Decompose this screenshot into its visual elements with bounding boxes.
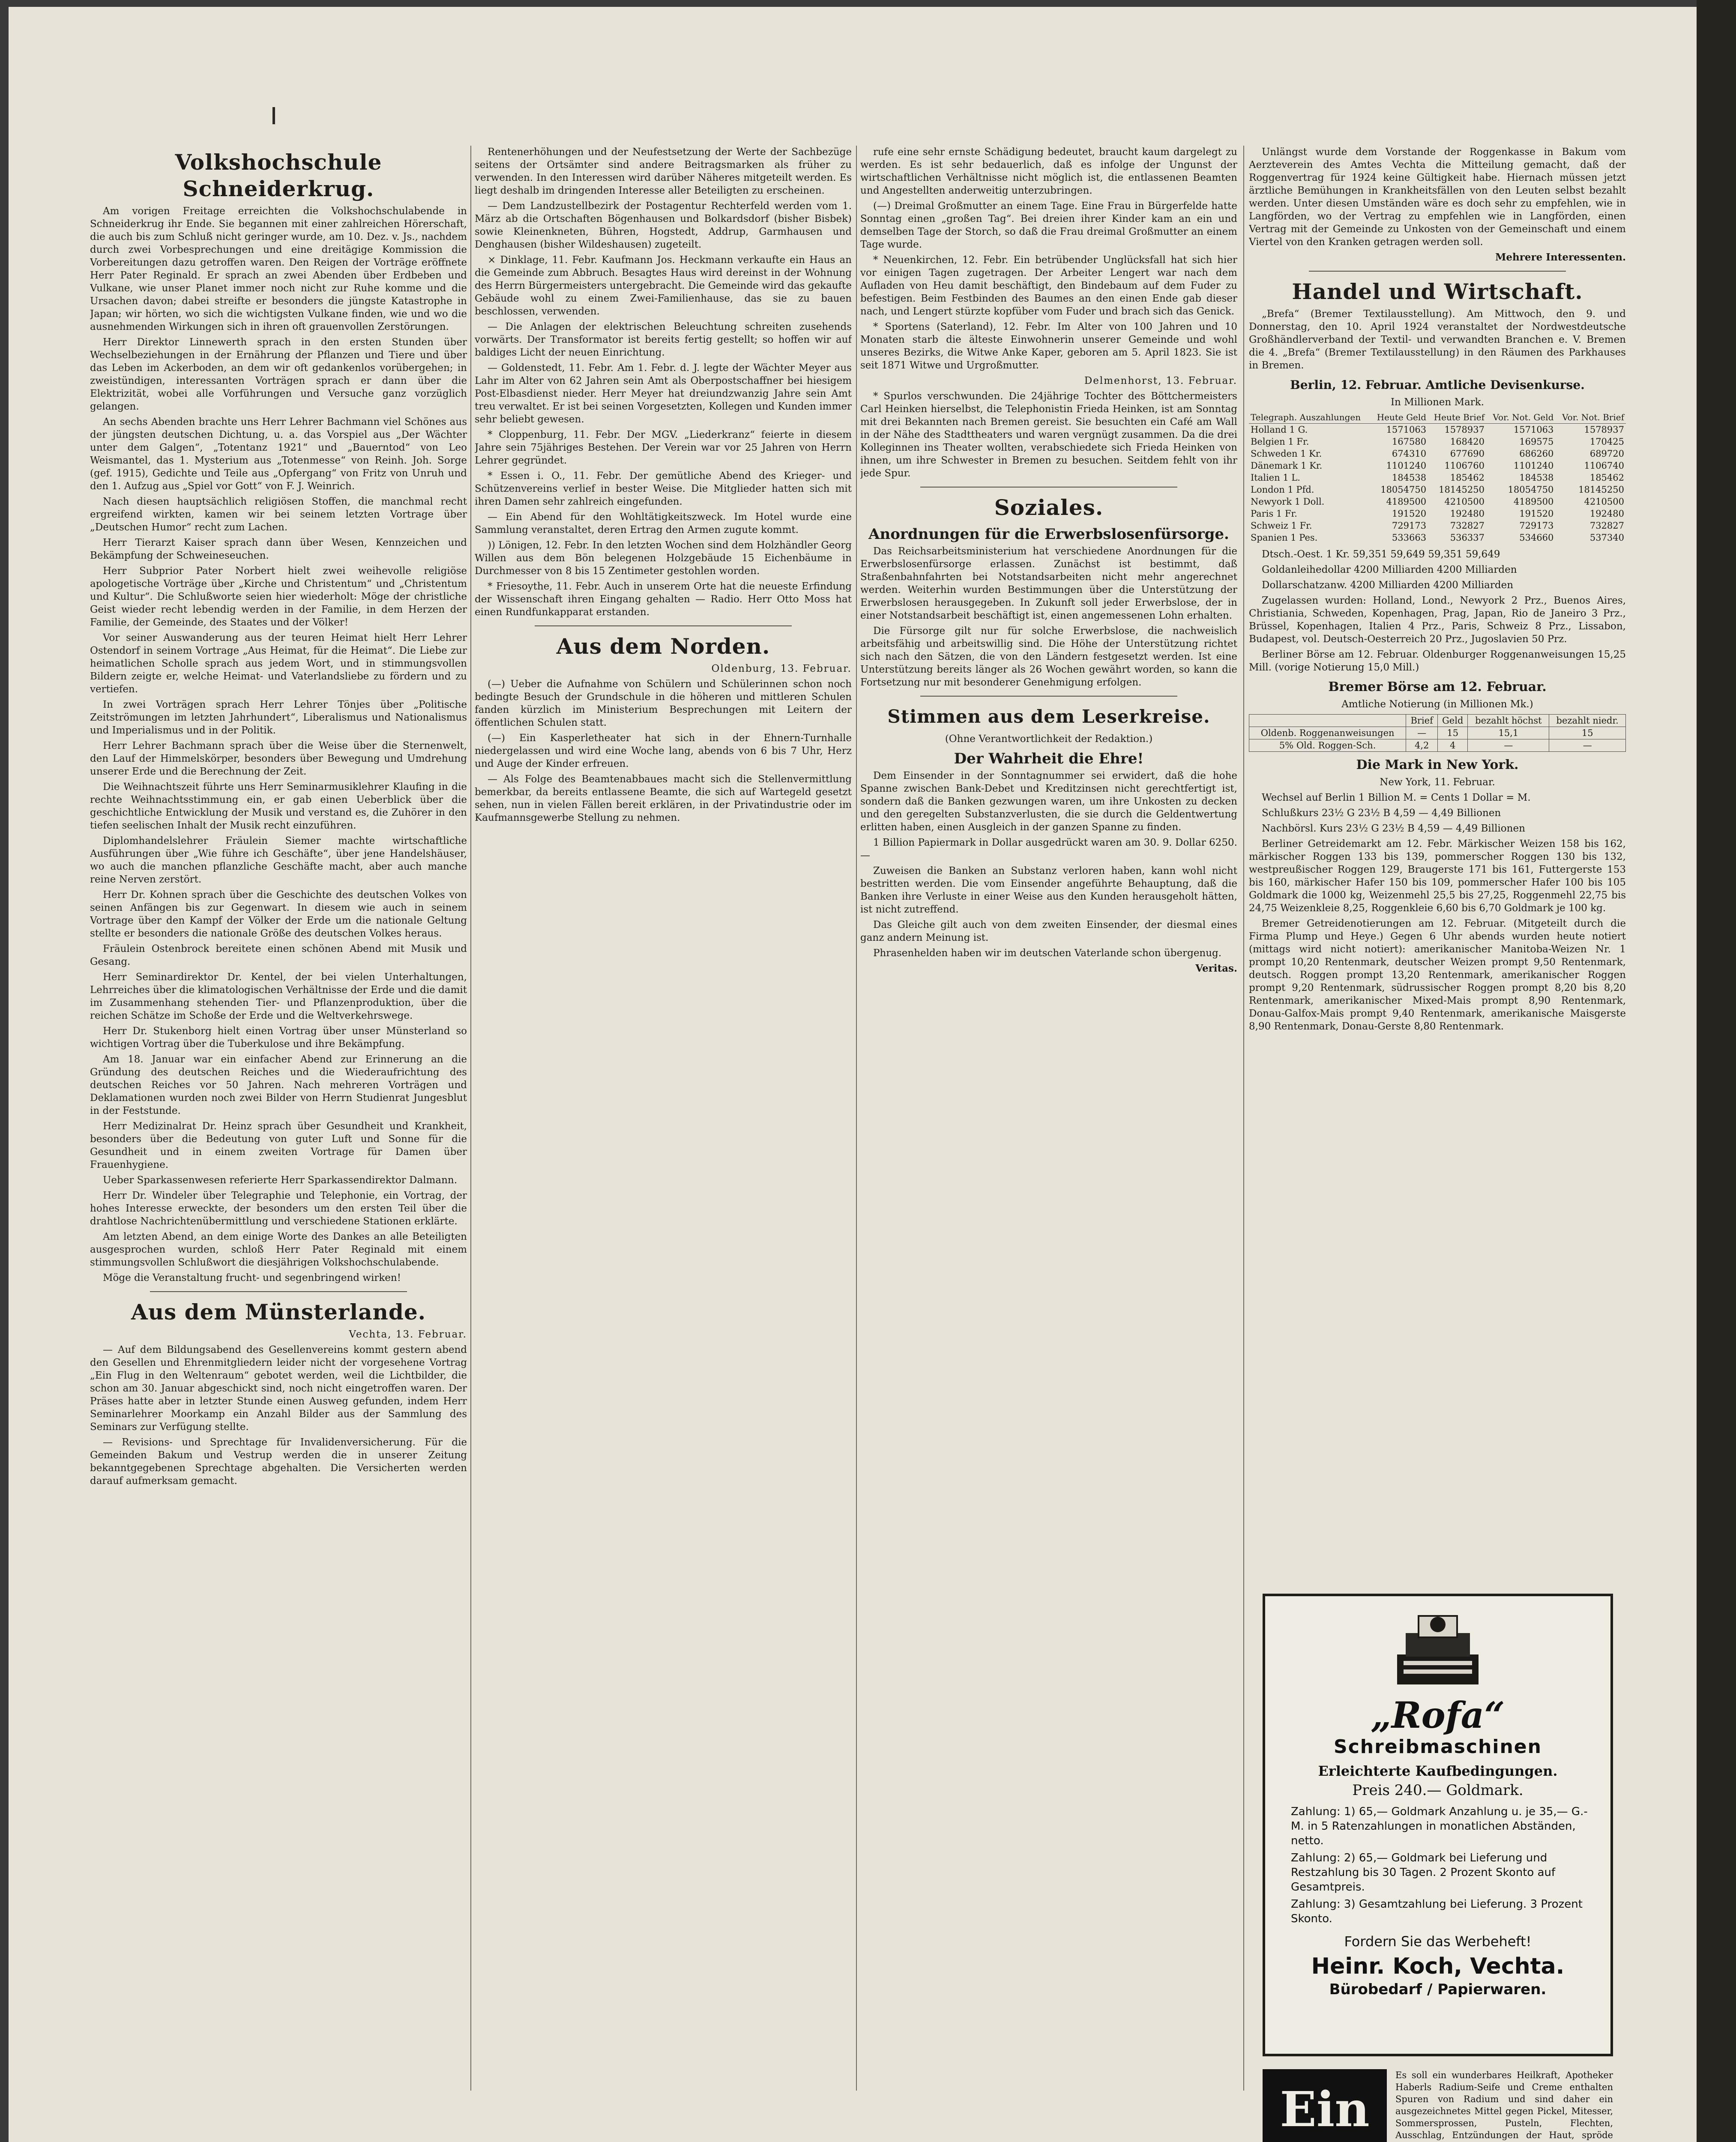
table-cell: 184538 xyxy=(1392,473,1427,483)
paragraph: Herr Tierarzt Kaiser sprach dann über Wesen, Kennzeichen und Bekämpfung der Schweineseuchen. xyxy=(90,537,467,561)
article-body xyxy=(1249,594,1626,674)
table-cell: Schweden 1 Kr. xyxy=(1251,449,1322,459)
article-body xyxy=(860,769,1237,960)
bremen-exchange-table xyxy=(1249,714,1626,752)
table-cell: 1578937 xyxy=(1444,425,1485,435)
table-row xyxy=(1249,739,1626,752)
paragraph: (—) Dreimal Großmutter an einem Tage. Eine Frau in Bürgerfelde hatte Sonntag einen „großen Tag“. Bei dreien ihrer Kinder kam an ein und demselben Tage der Storch, so daß die Frau dreimal Großmutter an einem Tage wurde. xyxy=(860,200,1237,250)
table-row xyxy=(1249,484,1626,496)
article-body xyxy=(90,1343,467,1487)
table-cell: Oldenb. Roggenanweisungen xyxy=(1249,727,1406,739)
paragraph: Das Reichsarbeitsministerium hat verschiedene Anordnungen für die Erwerbslosenfürsorge erlassen. Zunächst ist bestimmt, daß Straßenbahnfahrten bei Notstandsarbeiten nicht mehr angerechnet werden. Weiterhin wurden Bestimmungen über die Unterstützung der Erwerbslosen herausgegeben. In Zukunft soll jeder Erwerbslose, der in einer Notstandsarbeit beschäftigt ist, einen angemessenen Lohn erhalten. xyxy=(860,546,1237,621)
page-edge-shadow xyxy=(1697,0,1736,2142)
call-to-action: Fordern Sie das Werbeheft! xyxy=(1344,1933,1532,1950)
paragraph: Zuweisen die Banken an Substanz verloren haben, kann wohl nicht bestritten werden. Die vom Einsender angeführte Behauptung, daß die Banken ihre Verluste in einer Weise aus den Kunden herausgeholt hätten, ist nicht zutreffend. xyxy=(860,865,1237,915)
table-cell: 732827 xyxy=(1589,521,1624,531)
table-cell: 674310 xyxy=(1392,449,1427,459)
table-cell: 689720 xyxy=(1589,449,1624,459)
table-row xyxy=(1249,496,1626,508)
section-subtitle: Die Mark in New York. xyxy=(1356,757,1519,772)
article-title: Handel und Wirtschaft. xyxy=(1292,279,1583,304)
separator xyxy=(1309,271,1566,272)
paragraph: Vor seiner Auswanderung aus der teuren Heimat hielt Herr Lehrer Ostendorf in seinem Vortrage „Aus Heimat, für die Heimat“. Die Liebe zur heimatlichen Scholle sprach aus jedem Wort, und in stimmungsvollen Bildern zeigte er, welche Heimat- und Vaterlandsliebe zu fördern und zu vertiefen. xyxy=(90,632,467,695)
column-rule xyxy=(1243,146,1244,2091)
paragraph: * Essen i. O., 11. Febr. Der gemütliche Abend des Krieger- und Schützenvereins verlief in bester Weise. Die Mitglieder hatten sich mit ihren Damen sehr zahlreich eingefunden. xyxy=(475,470,852,507)
paragraph: Herr Dr. Stukenborg hielt einen Vortrag über unser Münsterland so wichtigen Vortrag über die Tuberkulose und ihre Bekämpfung. xyxy=(90,1026,467,1050)
company-name: Heinr. Koch, Vechta. xyxy=(1311,1954,1565,1979)
table-row xyxy=(1249,436,1626,448)
typewriter-logo-icon xyxy=(1389,1607,1487,1693)
paragraph: Herr Medizinalrat Dr. Heinz sprach über Gesundheit und Krankheit, besonders über die Bedeutung von guter Luft und Sonne für die Gesundheit und in einem zweiten Vortrage für Damen über Frauenhygiene. xyxy=(90,1121,467,1170)
payment-option: Zahlung: 2) 65,— Goldmark bei Lieferung und Restzahlung bis 30 Tagen. 2 Prozent Skonto auf Gesamtpreis. xyxy=(1291,1852,1556,1894)
paragraph: 1 Billion Papiermark in Dollar ausgedrückt waren am 30. 9. Dollar 6250.— xyxy=(860,837,1237,861)
table-cell: 185462 xyxy=(1450,473,1485,483)
article-body xyxy=(860,146,1237,372)
paragraph: Nach diesen hauptsächlich religiösen Stoffen, die manchmal recht ergreifend wirkten, kamen wir bei seinem letzten Vortrage über „Deutschen Humor“ recht zum Lachen. xyxy=(90,496,467,533)
table-cell: 15 xyxy=(1549,727,1626,739)
paragraph: — Ein Abend für den Wohltätigkeitszweck. Im Hotel wurde eine Sammlung veranstaltet, deren Ertrag den Armen zugute kommt. xyxy=(475,512,852,536)
table-cell: 1106740 xyxy=(1584,461,1624,471)
section-subtitle: Bremer Börse am 12. Februar. xyxy=(1328,679,1547,694)
paragraph: Zugelassen wurden: Holland, Lond., Newyork 2 Prz., Buenos Aires, Christiania, Schweden, Kopenhagen, Prag, Japan, Rio de Janeiro 3 Prz., Brüssel, Kopenhagen, Italien 4 Prz., Paris, Schweiz 8 Prz., Lissabon, Budapest, vol. Deutsch-Oesterreich 20 Prz., Jugoslavien 50 Prz. xyxy=(1249,595,1626,645)
table-cell: 18145250 xyxy=(1439,485,1485,495)
table-row xyxy=(1249,520,1626,532)
price: Preis 240.— Goldmark. xyxy=(1352,1782,1523,1799)
table-cell: 537340 xyxy=(1589,533,1624,543)
paragraph: Ueber Sparkassenwesen referierte Herr Sparkassendirektor Dalmann. xyxy=(103,1175,458,1186)
column-4 xyxy=(1249,146,1626,1251)
exchange-rates-table xyxy=(1249,411,1626,544)
table-cell: 732827 xyxy=(1450,521,1485,531)
table-cell: bezahlt niedr. xyxy=(1549,715,1626,727)
table-cell: 191520 xyxy=(1392,509,1427,519)
table-cell: — xyxy=(1468,739,1549,752)
paragraph: rufe eine sehr ernste Schädigung bedeutet, braucht kaum dargelegt zu werden. Es ist sehr bedauerlich, daß es infolge der Ungunst der wirtschaftlichen Verhältnisse nicht möglich ist, die entlassenen Beamten und Angestellten anderweitig unterzubringen. xyxy=(860,147,1237,196)
paragraph: Dem Einsender in der Sonntagnummer sei erwidert, daß die hohe Spanne zwischen Bank-Debet und Kreditzinsen nicht gerechtfertigt ist, sondern daß die Banken gezwungen waren, um ihre Unkosten zu decken und den geregelten Substanzverlusten, die sie durch die Geldentwertung erlitten haben, einen Ausgleich in der ganzen Spanne zu finden. xyxy=(860,770,1237,833)
paragraph: — Auf dem Bildungsabend des Gesellenvereins kommt gestern abend den Gesellen und Ehrenmitgliedern leider nicht der vorgesehene Vortrag „Ein Flug in den Weltenraum“ gebotet werden, weil die Lichtbilder, die schon am 30. Januar abgeschickt sind, noch nicht eingetroffen waren. Der Präses hatte aber in letzter Stunde einen Ausweg gefunden, indem Herr Seminarlehrer Moorkamp ein Anzahl Bilder aus der Sammlung des Seminars zur Verfügung stellte. xyxy=(90,1344,467,1433)
ink-mark xyxy=(272,107,275,124)
table-cell: — xyxy=(1549,739,1626,752)
paragraph: Berliner Getreidemarkt am 12. Febr. Märkischer Weizen 158 bis 162, märkischer Roggen 133 bis 139, pommerscher Roggen 130 bis 132, westpreußischer Roggen 129, Braugerste 171 bis 161, Futtergerste 153 bis 160, märkischer Hafer 150 bis 109, pommerscher Hafer 100 bis 105 Goldmark die 1000 kg, Weizenmehl 25,5 bis 27,25, Roggenmehl 22,75 bis 24,75 Weizenkleie 8,25, Roggenkleie 6,60 bis 6,70 Goldmark je 100 kg. xyxy=(1249,838,1626,914)
paragraph: Herr Subprior Pater Norbert hielt zwei weihevolle religiöse apologetische Vorträge über „Kirche und Christentum“ und „Christentum und Kultur“. Die Schlußworte seien hier wiederholt: Möge der christliche Geist wieder recht lebendig werden in der Familie, in dem Herzen der Familie, der Gemeinde, des Staates und der Völker! xyxy=(90,565,467,628)
paragraph: Goldanleihedollar 4200 Milliarden 4200 Milliarden xyxy=(1262,564,1517,575)
table-cell: bezahlt höchst xyxy=(1468,715,1549,727)
table-cell: 168420 xyxy=(1450,437,1485,447)
table-cell: 4189500 xyxy=(1386,497,1427,507)
paragraph: Am vorigen Freitage erreichten die Volkshochschulabende in Schneiderkrug ihr Ende. Sie begannen mit einer zahlreichen Hörerschaft, die auch bis zum Schluß nicht geringer wurde, am 10. Dez. v. Js., nachdem durch zwei Vorbesprechungen und eine dreitägige Kommission die Vorbereitungen dazu getroffen waren. Den Reigen der Vorträge eröffnete Herr Pater Reginald. Er sprach an zwei Abenden über Erdbeben und Vulkane, wie unser Planet immer noch nicht zur Ruhe komme und die Ursachen davon; dabei streifte er besonders die jüngste Katastrophe in Japan; wir hörten, wo sich die wichtigsten Vulkane finden, wie und wo die ausnehmenden Wirkungen sich in ihren oft grauenvollen Zerstörungen. xyxy=(90,206,467,332)
table-row xyxy=(1249,411,1626,424)
table-cell: 184538 xyxy=(1519,473,1554,483)
article-body xyxy=(1249,791,1626,1033)
article-body xyxy=(860,545,1237,689)
article-subtitle: Der Wahrheit die Ehre! xyxy=(954,750,1144,767)
table-cell: 18145250 xyxy=(1578,485,1624,495)
dateline: Delmenhorst, 13. Februar. xyxy=(1084,375,1237,386)
table-cell: Vor. Not. Geld xyxy=(1486,411,1555,424)
paragraph: Schlußkurs 23½ G 23½ B 4,59 — 4,49 Billionen xyxy=(1262,808,1501,819)
paragraph: (—) Ueber die Aufnahme von Schülern und Schülerinnen schon noch bedingte Besuch der Grundschule in die höheren und mittleren Schulen fanden kürzlich im Ministerium Besprechungen mit Leitern der öffentlichen Schulen statt. xyxy=(475,679,852,728)
payment-option: Zahlung: 3) Gesamtzahlung bei Lieferung. 3 Prozent Skonto. xyxy=(1291,1898,1583,1925)
table-cell: 1571063 xyxy=(1386,425,1427,435)
table-cell: 192480 xyxy=(1589,509,1624,519)
separator xyxy=(150,1291,407,1292)
article-body xyxy=(1249,308,1626,372)
table-cell: 4210500 xyxy=(1444,497,1485,507)
section-subtitle: Berlin, 12. Februar. Amtliche Devisenkurse. xyxy=(1290,378,1585,392)
table-cell: 1578937 xyxy=(1584,425,1624,435)
radium-ad-text xyxy=(1395,2069,1613,2142)
paragraph: Herr Direktor Linnewerth sprach in den ersten Stunden über Wechselbeziehungen in der Ernährung der Pflanzen und Tiere und über das Leben im Ackerboden, an dem wir oft gedankenlos vorübergehen; in zweistündigen, interessanten Vorträgen sprach er dann über die Elektrizität, wobei alle Vorführungen und Versuche ganz vorzüglich gelangen. xyxy=(90,337,467,412)
table-cell: Italien 1 L. xyxy=(1251,473,1300,483)
article-title: Aus dem Norden. xyxy=(556,634,770,659)
table-cell: Heute Brief xyxy=(1428,411,1486,424)
table-cell: 729173 xyxy=(1392,521,1427,531)
radium-advertisement xyxy=(1263,2069,1613,2142)
table-cell: 191520 xyxy=(1519,509,1554,519)
table-cell: 185462 xyxy=(1589,473,1624,483)
table-cell: Geld xyxy=(1438,715,1468,727)
paragraph: Phrasenhelden haben wir im deutschen Vaterlande schon übergenug. xyxy=(873,948,1222,959)
table-cell xyxy=(1249,715,1406,727)
article-body xyxy=(90,205,467,1284)
table-cell: 677690 xyxy=(1450,449,1485,459)
paragraph: × Dinklage, 11. Febr. Kaufmann Jos. Heckmann verkaufte ein Haus an die Gemeinde zum Abbruch. Besagtes Haus wird dereinst in der Wohnung des Herrn Bürgermeisters untergebracht. Die Gemeinde wird das gekaufte Gebäude wohl zu einem Zwei-Familienhause, das sie zu bauen beschlossen, verwenden. xyxy=(475,254,852,317)
paragraph: Diplomhandelslehrer Fräulein Siemer machte wirtschaftliche Ausführungen über „Wie führe ich Geschäfte“, über jene Handelshäuser, wo auch die manchen pflanzliche Geschäfte macht, aber auch manche reine Nerven zerstört. xyxy=(90,835,467,885)
terms-heading: Erleichterte Kaufbedingungen. xyxy=(1318,1763,1558,1779)
paragraph: Nachbörsl. Kurs 23½ G 23½ B 4,59 — 4,49 Billionen xyxy=(1262,823,1525,834)
table-cell: 4,2 xyxy=(1406,739,1438,752)
table-cell: 170425 xyxy=(1589,437,1624,447)
ad-body: Es soll ein wunderbares Heilkraft, Apotheker Haberls Radium-Seife und Creme enthalten Spuren von Radium und sind daher ein ausgezeichnetes Mittel gegen Pickel, Mitesser, Sommersprossen, Pusteln, Flechten, Ausschlag, Entzündungen der Haut, spröde xyxy=(1395,2070,1613,2140)
dateline: Vechta, 13. Februar. xyxy=(349,1329,467,1340)
article-title: Volkshochschule Schneiderkrug. xyxy=(175,150,382,201)
paragraph: )) Lönigen, 12. Febr. In den letzten Wochen sind dem Holzhändler Georg Willen aus dem Bön belegenen Holzgebäude 15 Eichenbäume in Durchmesser von 8 bis 15 Zentimeter gestohlen worden. xyxy=(475,540,852,577)
column-rule xyxy=(856,146,857,2091)
article-subtitle: Anordnungen für die Erwerbslosenfürsorge. xyxy=(868,526,1229,543)
signature: Mehrere Interessenten. xyxy=(1495,251,1626,263)
paragraph: (—) Ein Kasperletheater hat sich in der Ehnern-Turnhalle niedergelassen und wird eine Woche lang, abends von 6 bis 7 Uhr, Herz und Auge der Kinder erfreuen. xyxy=(475,733,852,769)
column-2 xyxy=(475,146,852,2091)
article-title: Stimmen aus dem Leserkreise. xyxy=(887,706,1210,727)
paragraph: Rentenerhöhungen und der Neufestsetzung der Werte der Sachbezüge seitens der Ortsämter sind andere Beitragsmarken als früher zu verwenden. In den Interessen wird darüber Näheres mitgeteilt werden. Es liegt deshalb im dringenden Interesse aller Beteiligten zu erscheinen. xyxy=(475,147,852,196)
table-cell: Holland 1 G. xyxy=(1251,425,1308,435)
paragraph: Möge die Veranstaltung frucht- und segenbringend wirken! xyxy=(103,1272,401,1283)
article-body xyxy=(860,390,1237,480)
table-cell: — xyxy=(1406,727,1438,739)
table-cell: Heute Geld xyxy=(1371,411,1428,424)
separator xyxy=(920,696,1177,697)
table-row xyxy=(1249,508,1626,520)
table-cell: 4210500 xyxy=(1584,497,1624,507)
table-cell: 5% Old. Roggen-Sch. xyxy=(1249,739,1406,752)
table-cell: 1106760 xyxy=(1444,461,1485,471)
article-title: Aus dem Münsterlande. xyxy=(131,1299,426,1325)
table-cell: 192480 xyxy=(1450,509,1485,519)
paragraph: Berliner Börse am 12. Februar. Oldenburger Roggenanweisungen 15,25 Mill. (vorige Notierung 15,0 Mill.) xyxy=(1249,649,1626,673)
table-cell: 1101240 xyxy=(1513,461,1554,471)
table-cell: 15 xyxy=(1438,727,1468,739)
paragraph: Die Weihnachtszeit führte uns Herr Seminarmusiklehrer Klaufing in die rechte Weihnachtsstimmung ein, er gab einen Ueberblick über die geschichtliche Entwicklung der Musik und verstand es, die Zuhörer in den tiefen seelischen Inhalt der Musik recht einzuführen. xyxy=(90,781,467,831)
dateline: Oldenburg, 13. Februar. xyxy=(711,663,852,674)
paragraph: Fräulein Ostenbrock bereitete einen schönen Abend mit Musik und Gesang. xyxy=(90,943,467,967)
table-row xyxy=(1249,715,1626,727)
paragraph: Dollarschatzanw. 4200 Milliarden 4200 Milliarden xyxy=(1262,580,1514,591)
paragraph: Herr Dr. Kohnen sprach über die Geschichte des deutschen Volkes von seinen Anfängen bis zur Gegenwart. In diesem wie auch in seinem Vortrage über den Kampf der Völker der Erde um die nationale Geltung stellte er besonders die nationale Größe des deutschen Volkes heraus. xyxy=(90,889,467,939)
paragraph: An sechs Abenden brachte uns Herr Lehrer Bachmann viel Schönes aus der jüngsten deutschen Dichtung, u. a. das Vorspiel aus „Der Wächter unter dem Galgen“, „Totentanz 1921“ und „Bauerntod“ von Leo Weismantel, das 1. Mysterium aus „Totenmesse“ von Reinh. Joh. Sorge (gef. 1915), Gedichte und Teile aus „Opfergang“ von Fritz von Unruh und den 1. Aufzug aus „Spiel vor Gott“ von F. J. Weinrich. xyxy=(90,416,467,492)
paragraph: — Revisions- und Sprechtage für Invalidenversicherung. Für die Gemeinden Bakum und Vestrup werden die in unserer Zeitung bekanntgegebenen Sprechtage abgehalten. Die Versicherten werden darauf aufmerksam gemacht. xyxy=(90,1437,467,1487)
article-body xyxy=(475,678,852,824)
table-cell: 167580 xyxy=(1392,437,1427,447)
table-cell: 18054750 xyxy=(1508,485,1554,495)
paragraph: * Cloppenburg, 11. Febr. Der MGV. „Liederkranz“ feierte in diesem Jahre sein 75jähriges Bestehen. Der Verein war vor 25 Jahren von Herrn Lehrer gegründet. xyxy=(475,429,852,466)
slogan-line: Ein xyxy=(1280,2082,1370,2138)
table-cell: Spanien 1 Pes. xyxy=(1251,533,1318,543)
table-cell: 536337 xyxy=(1450,533,1485,543)
article-body xyxy=(1249,146,1626,248)
paragraph: * Neuenkirchen, 12. Febr. Ein betrübender Unglücksfall hat sich hier vor einigen Tagen zugetragen. Der Arbeiter Lengert war nach dem Aufladen von Heu damit beschäftigt, den Bindebaum auf dem Fuder zu befestigen. Beim Festbinden des Baumes an den einen Ende gab dieser nach, und Lengert stürzte kopfüber vom Fuder und brach sich das Genick. xyxy=(860,254,1237,317)
paragraph: — Dem Landzustellbezirk der Postagentur Rechterfeld werden vom 1. März ab die Ortschaften Bögenhausen und Bolkardsdorf (bisher Bisbek) sowie Kleinenkneten, Bühren, Hogstedt, Addrup, Garmhausen und Denghausen (bisher Wildeshausen) zugeteilt. xyxy=(475,200,852,250)
editor-note: (Ohne Verantwortlichkeit der Redaktion.) xyxy=(945,733,1153,745)
table-cell: Schweiz 1 Fr. xyxy=(1251,521,1312,531)
table-cell: Telegraph. Auszahlungen xyxy=(1249,411,1371,424)
section-note: Amtliche Notierung (in Millionen Mk.) xyxy=(1341,699,1533,710)
product-name: Schreibmaschinen xyxy=(1334,1736,1542,1758)
table-row xyxy=(1249,727,1626,739)
paragraph: — Die Anlagen der elektrischen Beleuchtung schreiten zusehends vorwärts. Der Transformator ist bereits fertig gestellt; so hoffen wir auf baldiges Licht der neuen Einrichtung. xyxy=(475,321,852,358)
table-cell: 1571063 xyxy=(1513,425,1554,435)
column-rule xyxy=(470,146,471,2091)
article-title: Soziales. xyxy=(994,495,1104,520)
table-cell: Brief xyxy=(1406,715,1438,727)
radium-slogan xyxy=(1263,2069,1387,2142)
table-cell: 534660 xyxy=(1519,533,1554,543)
table-cell: Dänemark 1 Kr. xyxy=(1251,461,1323,471)
table-cell: 1101240 xyxy=(1386,461,1427,471)
table-cell: Newyork 1 Doll. xyxy=(1251,497,1325,507)
payment-option: Zahlung: 1) 65,— Goldmark Anzahlung u. je 35,— G.-M. in 5 Ratenzahlungen in monatlichen Abständen, netto. xyxy=(1291,1805,1588,1847)
table-cell: 15,1 xyxy=(1468,727,1549,739)
paragraph: * Sportens (Saterland), 12. Febr. Im Alter von 100 Jahren und 10 Monaten starb die älteste Einwohnerin unserer Gemeinde und wohl unseres Bezirks, die Witwe Anke Kaper, geboren am 5. April 1823. Sie ist seit 1871 Witwe und Urgroßmutter. xyxy=(860,321,1237,371)
table-cell: 686260 xyxy=(1519,449,1554,459)
table-cell: Paris 1 Fr. xyxy=(1251,509,1297,519)
section-note: New York, 11. Februar. xyxy=(1380,777,1495,788)
table-row xyxy=(1249,532,1626,544)
paragraph: Bremer Getreidenotierungen am 12. Februar. (Mitgeteilt durch die Firma Plump und Heye.) Gegen 6 Uhr abends wurden heute notiert (mittags wird nicht notiert): amerikanischer Manitoba-Weizen Nr. 1 prompt 10,20 Rentenmark, deutscher Weizen prompt 9,50 Rentenmark, deutsch. Roggen prompt 13,20 Rentenmark, amerikanischer Roggen prompt 9,20 Rentenmark, südrussischer Roggen prompt 8,20 bis 8,20 Rentenmark, amerikanischer Mixed-Mais prompt 8,90 Rentenmark, Donau-Galfox-Mais prompt 9,40 Rentenmark, amerikanische Maisgerste 8,90 Rentenmark, Donau-Gerste 8,80 Rentenmark. xyxy=(1249,918,1626,1032)
paragraph: Unlängst wurde dem Vorstande der Roggenkasse in Bakum vom Aerzteverein des Amtes Vechta die Mitteilung gemacht, daß der Roggenvertrag für 1924 keine Gültigkeit habe. Hiernach müssen jetzt ärztliche Bemühungen in Krankheitsfällen von den Leuten selbst bezahlt werden. Unter diesen Umständen wäre es doch sehr zu empfehlen, wie in Langförden, wo der Vertrag zu empfehlen wie in Langförden, einen Vertrag mit der Gemeinde zu Unkosten von der Gemeinschaft und einem Viertel von den Kranken getragen werden soll. xyxy=(1249,147,1626,248)
paragraph: In zwei Vorträgen sprach Herr Lehrer Tönjes über „Politische Zeitströmungen im letzten Jahrhundert“, Liberalismus und Nationalismus und Imperialismus und in der Politik. xyxy=(90,699,467,736)
paragraph: „Brefa“ (Bremer Textilausstellung). Am Mittwoch, den 9. und Donnerstag, den 10. April 1924 veranstaltet der Nordwestdeutsche Großhändlerverband der Textil- und verwandten Branchen e. V. Bremen die 4. „Brefa“ (Bremer Textilausstellung) in den Räumen des Parkhauses in Bremen. xyxy=(1249,308,1626,371)
table-row xyxy=(1249,472,1626,484)
paragraph: Wechsel auf Berlin 1 Billion M. = Cents 1 Dollar = M. xyxy=(1262,792,1531,803)
paragraph: * Spurlos verschwunden. Die 24jährige Tochter des Böttchermeisters Carl Heinken hierselbst, die Telephonistin Frieda Heinken, ist am Sonntag mit drei Bekannten nach Bremen gereist. Sie besuchten ein Café am Wall in der Nähe des Stadttheaters und waren vergnügt zusammen. Da die drei Kolleginnen ins Theater wollten, verabschiedete sich Frieda Heinken von ihnen, um ihre Schwester in Bremen zu besuchen. Seitdem fehlt von ihr jede Spur. xyxy=(860,391,1237,479)
paragraph: Herr Lehrer Bachmann sprach über die Weise über die Sternenwelt, den Lauf der Himmelskörper, besonders über Bewegung und Umdrehung unserer Erde und die Berechnung der Zeit. xyxy=(90,740,467,777)
paragraph: — Als Folge des Beamtenabbaues macht sich die Stellenvermittlung bemerkbar, da bereits entlassene Beamte, die sich auf Wartegeld gesetzt sehen, nun in vielen Fällen bereit erklären, in der Privatindustrie oder im Kaufmannsgewerbe Stellung zu nehmen. xyxy=(475,774,852,823)
paragraph: Die Fürsorge gilt nur für solche Erwerbslose, die nachweislich arbeitsfähig und arbeitswillig sind. Die Höhe der Unterstützung richtet sich nach den Sätzen, die von den Ländern festgesetzt werden. Ist eine Unterstützung bereits länger als 26 Wochen gewährt worden, so kann die Fortsetzung nur mit besonderer Genehmigung erfolgen. xyxy=(860,625,1237,688)
brand-name: „Rofa“ xyxy=(1371,1694,1505,1736)
paragraph: Am 18. Januar war ein einfacher Abend zur Erinnerung an die Gründung des deutschen Reiches und die Wiederaufrichtung des deutschen Reiches vor 50 Jahren. Nach mehreren Vorträgen und Deklamationen wurden noch zwei Bilder von Herrn Studienrat Jungesblut in der Feststunde. xyxy=(90,1054,467,1116)
table-cell: London 1 Pfd. xyxy=(1251,485,1314,495)
column-3 xyxy=(860,146,1237,2091)
paragraph: Dtsch.-Oest. 1 Kr. 59,351 59,649 59,351 59,649 xyxy=(1262,549,1500,560)
table-cell: 4189500 xyxy=(1513,497,1554,507)
paragraph: — Goldenstedt, 11. Febr. Am 1. Febr. d. J. legte der Wächter Meyer aus Lahr im Alter von 62 Jahren sein Amt als Oberpostschaffner bei hiesigem Post-Elbasdienst nieder. Herr Meyer hat dreiundzwanzig Jahre sein Amt treu verwaltet. Er ist bei seinen Vorgesetzten, Kollegen und Kunden immer sehr beliebt gewesen. xyxy=(475,362,852,425)
column-1 xyxy=(90,146,467,2091)
table-row xyxy=(1249,460,1626,472)
rates-extra xyxy=(1249,548,1626,592)
table-cell: 18054750 xyxy=(1380,485,1427,495)
paragraph: Herr Dr. Windeler über Telegraphie und Telephonie, ein Vortrag, der hohes Interesse erweckte, der besonders um den ersten Teil über die drahtlose Nachrichtenübermittlung und verschiedene Stationen erklärte. xyxy=(90,1190,467,1227)
table-row xyxy=(1249,448,1626,460)
company-department: Bürobedarf / Papierwaren. xyxy=(1329,1981,1547,1998)
article-body xyxy=(475,146,852,619)
table-cell: 169575 xyxy=(1519,437,1554,447)
table-cell: Vor. Not. Brief xyxy=(1555,411,1626,424)
table-cell: 729173 xyxy=(1519,521,1554,531)
separator xyxy=(535,625,792,626)
section-note: In Millionen Mark. xyxy=(1390,397,1485,408)
paragraph: Herr Seminardirektor Dr. Kentel, der bei vielen Unterhaltungen, Lehrreiches über die klimatologischen Verhältnisse der Erde und die damit im Zusammenhang stehenden Tier- und Pflanzenproduktion, über die reichen Schätze im Schoße der Erde und die Weltverkehrswege. xyxy=(90,972,467,1021)
paragraph: Am letzten Abend, an dem einige Worte des Dankes an alle Beteiligten ausgesprochen wurden, schloß Herr Pater Reginald mit einem stimmungsvollen Schlußwort die diesjährigen Volkshochschulabende. xyxy=(90,1231,467,1268)
table-cell: 4 xyxy=(1438,739,1468,752)
table-cell: Belgien 1 Fr. xyxy=(1251,437,1309,447)
paragraph: Das Gleiche gilt auch von dem zweiten Einsender, der diesmal eines ganz andern Meinung ist. xyxy=(860,919,1237,943)
signature: Veritas. xyxy=(1195,963,1237,974)
typewriter-advertisement xyxy=(1263,1594,1613,2056)
table-row xyxy=(1249,424,1626,436)
table-cell: 533663 xyxy=(1392,533,1427,543)
paragraph: * Friesoythe, 11. Febr. Auch in unserem Orte hat die neueste Erfindung der Wissenschaft ihren Eingang gehalten — Radio. Herr Otto Moss hat einen Rundfunkapparat erstanden. xyxy=(475,581,852,618)
separator xyxy=(920,487,1177,488)
